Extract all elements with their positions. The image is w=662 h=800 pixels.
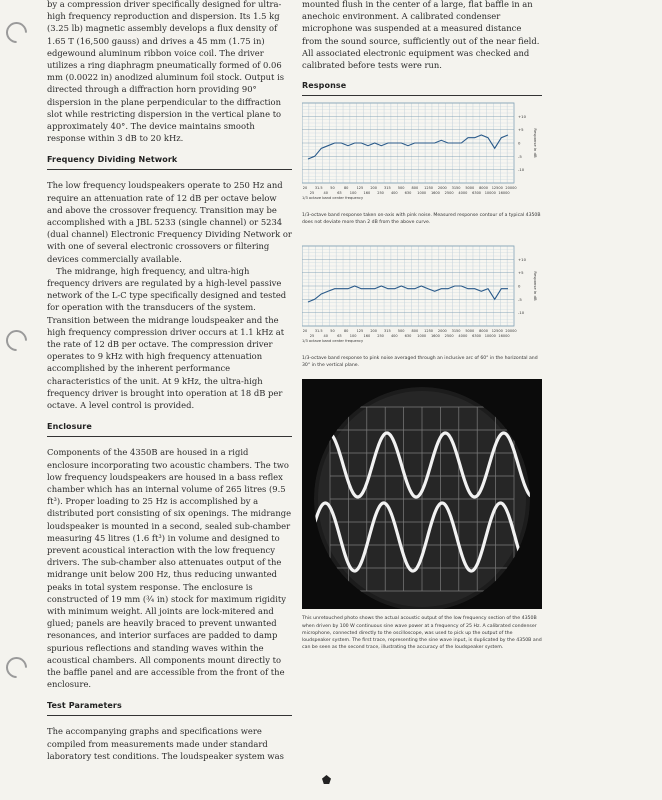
y-axis-label: Response in dB [533,271,538,301]
section-rule [47,436,292,437]
x-tick-label: 1600 [430,191,440,196]
x-tick-label: 315 [384,186,391,191]
x-tick-label: 6300 [472,191,482,196]
x-tick-label: 100 [349,334,357,339]
x-tick-label: 250 [377,334,384,339]
y-tick-label: +5 [518,127,524,133]
x-tick-label: 200 [370,186,378,191]
y-tick-label: +5 [518,270,524,276]
x-tick-label: 80 [343,329,349,334]
x-tick-label: 2500 [444,191,454,196]
x-tick-label: 160 [363,191,371,196]
x-tick-label: 125 [356,186,364,191]
x-tick-label: 5000 [465,329,475,334]
x-tick-label: 800 [411,186,419,191]
response-chart-averaged-svg [302,244,542,348]
section-heading-response: Response [302,81,347,91]
binder-hole [2,18,32,48]
x-tick-label: 50 [330,329,335,334]
binder-hole [2,653,32,683]
intro-paragraph: by a compression driver specifically designed for ultra-high frequency reproduction and dispersion. Its 1.5 kg (3.25 lb) magnetic assembly develops a flux density of 1.65 T (16,500 gauss) and drives a 45 mm (1.75 in) edgewound aluminum ribbon voice coil. The driver utilizes a ring diaphragm pneumatically formed of 0.06 mm (0.0022 in) anodized aluminum foil stock. Output is directed through a diffraction horn providing 90° dispersion in the plane perpendicular to the diffraction slot while restricting dispersion in the vertical plane to approximately 40°. The device maintains smooth response within 3 dB to 20 kHz. [47,0,285,144]
section-rule [302,95,542,96]
x-tick-label: 1600 [430,334,440,339]
x-tick-label: 100 [349,191,357,196]
right-column [302,0,542,652]
x-tick-label: 31.5 [314,329,323,334]
x-tick-label: 10000 [484,334,496,339]
x-tick-label: 40 [323,334,328,339]
x-tick-label: 8000 [479,329,488,334]
x-tick-label: 200 [370,329,378,334]
x-tick-label: 1250 [424,186,434,191]
x-tick-label: 800 [411,329,419,334]
x-tick-label: 3150 [451,329,461,334]
x-tick-label: 12500 [491,329,503,334]
x-tick-label: 50 [330,186,335,191]
right-intro-paragraph: mounted flush in the center of a large, flat baffle in an anechoic environment. A calibrated condenser microphone was suspended at a measured distance from the sound source, sufficiently out of the near field. All associated electronic equipment was checked and calibrated before tests were run. [302,0,540,71]
binder-hole [2,326,32,356]
x-axis-label: 1/3 octave band center frequency [302,339,364,344]
x-tick-label: 25 [309,191,315,196]
oscilloscope-caption: This unretouched photo shows the actual acoustic output of the low frequency section of the 4350B when driven by 100 W continuous sine wave power at a frequency of 25 Hz. A calibrated condenser microphone, connected directly to the oscilloscope, was used to pick up the output of the loudspeaker system. The first trace, representing the sine wave input, is duplicated by the 4350B and can be seen as the second trace, illustrating the accuracy of the loudspeaker system. [302,616,542,651]
y-tick-label: 0 [518,140,521,146]
oscilloscope-trace-svg [302,379,542,609]
y-tick-label: +10 [518,114,527,120]
x-tick-label: 25 [309,334,315,339]
x-tick-label: 630 [404,334,412,339]
x-tick-label: 20000 [505,186,517,191]
y-tick-label: -5 [518,297,522,303]
x-tick-label: 1000 [417,334,427,339]
x-tick-label: 20 [302,186,308,191]
x-tick-label: 40 [323,191,328,196]
response-chart-on-axis [302,101,542,209]
x-tick-label: 160 [363,334,371,339]
x-tick-label: 1250 [424,329,434,334]
x-tick-label: 3150 [451,186,461,191]
x-tick-label: 16000 [498,334,510,339]
response-chart-averaged [302,244,542,352]
x-tick-label: 20000 [505,329,517,334]
x-axis-label: 1/3 octave band center frequency [302,196,364,201]
x-tick-label: 2000 [437,329,447,334]
x-tick-label: 4000 [458,334,468,339]
x-tick-label: 1000 [417,191,427,196]
x-tick-label: 10000 [484,191,496,196]
section-heading-enclosure: Enclosure [47,422,92,432]
y-tick-label: 0 [518,283,521,289]
frequency-network-paragraph-1: The low frequency loudspeakers operate to 250 Hz and require an attenuation rate of 12 dB per octave below and above the crossover frequency. Transition may be accomplished with a JBL 5233 (single channel) or 5234 (dual channel) Electronic Frequency Dividing Network or with one of several electronic crossovers or filtering devices commercially available. [47,180,292,264]
y-tick-label: -10 [518,310,525,316]
section-heading-test-parameters: Test Parameters [47,701,122,711]
response-chart-on-axis-svg [302,101,542,205]
page-footer-ornament [322,775,331,784]
chart-caption-on-axis: 1/3-octave band response taken on-axis with pink noise. Measured response contour of a typical 4350B does not deviate more than 2 dB from the above curve. [302,213,541,226]
x-tick-label: 12500 [491,186,503,191]
frequency-network-paragraph-2: The midrange, high frequency, and ultra-high frequency drivers are regulated by a high-level passive network of the L-C type specifically designed and tested for operation with the transducers of the system. Transition between the midrange loudspeaker and the high frequency compression driver occurs at 1.1 kHz at the rate of 12 dB per octave. The compression driver operates to 9 kHz with high frequency attenuation accomplished by the inherent performance characteristics of the unit. At 9 kHz, the ultra-high frequency driver is brought into operation at 18 dB per octave. A level control is provided. [47,265,287,411]
x-tick-label: 31.5 [314,186,323,191]
x-tick-label: 500 [397,329,405,334]
x-tick-label: 315 [384,329,391,334]
x-tick-label: 63 [337,334,342,339]
test-parameters-paragraph: The accompanying graphs and specifications were compiled from measurements made under standard laboratory test conditions. The loudspeaker system was [47,726,284,761]
y-tick-label: -5 [518,154,522,160]
x-tick-label: 8000 [479,186,488,191]
y-axis-label: Response in dB [533,128,538,158]
y-tick-label: +10 [518,257,527,263]
x-tick-label: 630 [404,191,412,196]
x-tick-label: 125 [356,329,364,334]
x-tick-label: 400 [390,334,398,339]
oscilloscope-photo [302,379,542,609]
left-column [47,0,292,762]
x-tick-label: 2500 [444,334,454,339]
x-tick-label: 500 [397,186,405,191]
x-tick-label: 80 [343,186,349,191]
enclosure-paragraph: Components of the 4350B are housed in a rigid enclosure incorporating two acoustic chambers. The two low frequency loudspeakers are housed in a bass reflex chamber which has an internal volume of 265 litres (9.5 ft³). Proper loading to 25 Hz is accomplished by a distributed port consisting of six openings. The midrange loudspeaker is mounted in a second, sealed sub-chamber measuring 45 litres (1.6 ft³) in volume and designed to prevent acoustical interaction with the low frequency drivers. The sub-chamber also attenuates output of the midrange unit below 200 Hz, thus reducing unwanted peaks in total system response. The enclosure is constructed of 19 mm (¾ in) stock for maximum rigidity with minimum weight. All joints are lock-mitered and glued; panels are heavily braced to prevent unwanted resonances, and interior surfaces are padded to damp spurious reflections and standing waves within the acoustical chambers. All components mount directly to the baffle panel and are accessible from the front of the enclosure. [47,447,292,690]
section-heading-frequency-network: Frequency Dividing Network [47,155,178,165]
x-tick-label: 250 [377,191,384,196]
x-tick-label: 16000 [498,191,510,196]
x-tick-label: 2000 [437,186,447,191]
x-tick-label: 5000 [465,186,475,191]
x-tick-label: 20 [302,329,308,334]
x-tick-label: 63 [337,191,342,196]
x-tick-label: 400 [390,191,398,196]
chart-caption-averaged: 1/3-octave band response to pink noise averaged through an inclusive arc of 60° in the horizontal and 30° in the vertical plane. [302,356,538,369]
y-tick-label: -10 [518,167,525,173]
x-tick-label: 4000 [458,191,468,196]
x-tick-label: 6300 [472,334,482,339]
section-rule [47,169,292,170]
section-rule [47,715,292,716]
